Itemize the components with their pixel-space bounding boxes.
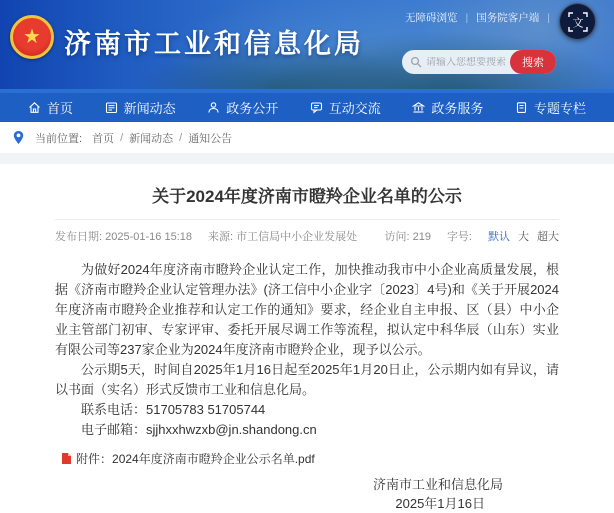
top-links-separator: |: [465, 11, 469, 24]
search-input[interactable]: [422, 57, 510, 68]
article-source: 来源: 市工信局中小企业发展处: [207, 231, 358, 243]
top-links-separator: |: [547, 11, 550, 24]
translate-glyph: 文: [572, 17, 583, 29]
contact-email: 电子邮箱：sjjhxxhwzxb@jn.shandong.cn: [81, 422, 317, 437]
attachment-link[interactable]: 2024年度济南市瞪羚企业公示名单.pdf: [112, 452, 315, 466]
translate-icon[interactable]: [559, 3, 596, 40]
breadcrumb-label: 当前位置:: [35, 132, 83, 145]
nav-item-disclosure[interactable]: [207, 98, 278, 117]
breadcrumb-item-notice[interactable]: 通知公告: [188, 132, 233, 145]
signature-date: 2025年1月16日: [395, 496, 485, 511]
breadcrumb-separator: /: [179, 131, 183, 144]
nav-item-label: 政务公开: [226, 101, 279, 116]
breadcrumb-separator: /: [120, 131, 124, 144]
nav-item-label: 新闻动态: [123, 101, 176, 116]
location-pin-icon: [12, 130, 25, 145]
paragraph: 公示期5天，时间自2025年1月16日起至2025年1月20日止，公示期内如有异议，请以书面（实名）形式反馈市工业和信息化局。: [55, 362, 559, 397]
fontsize-controls: [488, 228, 559, 244]
site-title: 济南市工业和信息化局: [64, 29, 364, 59]
site-banner: [0, 0, 614, 93]
interaction-icon: [310, 101, 323, 114]
services-icon: [412, 101, 425, 114]
breadcrumb-item-news[interactable]: 新闻动态: [129, 132, 174, 145]
main-nav: [0, 93, 614, 122]
top-link-state-council[interactable]: 国务院客户端: [476, 12, 540, 24]
fontsize-large-button[interactable]: 大: [518, 231, 529, 243]
nav-item-label: 专题专栏: [533, 101, 586, 116]
nav-item-label: 政务服务: [431, 101, 484, 116]
nav-item-interaction[interactable]: [310, 98, 381, 117]
nav-item-news[interactable]: [105, 98, 176, 117]
nav-item-label: 首页: [47, 101, 74, 116]
top-links: [405, 10, 550, 25]
contact-phone: 联系电话：51705783 51705744: [81, 402, 266, 417]
breadcrumb: [0, 122, 614, 153]
title-divider: [55, 219, 559, 220]
visit-count: 访问: 219: [384, 231, 431, 243]
topics-icon: [515, 101, 528, 114]
nav-item-home[interactable]: [28, 98, 73, 117]
fontsize-default-button[interactable]: 默认: [488, 231, 510, 243]
search-box: [402, 50, 556, 74]
signature-block: [55, 475, 531, 513]
nav-item-topics[interactable]: [515, 98, 586, 117]
article: [0, 164, 614, 513]
attachment-label: 附件：: [76, 452, 113, 466]
search-button[interactable]: 搜索: [510, 50, 556, 74]
page-title: 关于2024年度济南市瞪羚企业名单的公示: [152, 187, 462, 206]
disclosure-icon: [207, 101, 220, 114]
search-icon: [410, 56, 422, 68]
fontsize-xlarge-button[interactable]: 超大: [537, 231, 559, 243]
signature-org: 济南市工业和信息化局: [372, 477, 503, 492]
nav-item-services[interactable]: [412, 98, 483, 117]
article-body: [55, 260, 559, 440]
breadcrumb-item-home[interactable]: 首页: [92, 132, 115, 145]
home-icon: [28, 101, 41, 114]
nav-item-label: 互动交流: [328, 101, 381, 116]
top-link-accessibility[interactable]: 无障碍浏览: [405, 12, 458, 24]
pdf-file-icon: [61, 452, 72, 465]
publish-date: 发布日期: 2025-01-16 15:18: [55, 231, 192, 243]
news-icon: [105, 101, 118, 114]
paragraph: 为做好2024年度济南市瞪羚企业认定工作，加快推动我市中小企业高质量发展，根据《济南市瞪羚企业认定管理办法》(济工信中小企业字〔2023〕4号)和《关于开展2024年度济南市瞪羚企业推荐和认定工作的通知》要求，经企业自主申报、区（县）中小企业主管部门初审、专家评审、委托开展尽调工作等流程，拟认定中科华辰（山东）实业有限公司等237家企业为2024年度济南市瞪羚企业，现予以公示。: [55, 262, 559, 357]
national-emblem-logo: ★: [10, 15, 54, 59]
section-divider-band: [0, 153, 614, 164]
fontsize-label: 字号:: [446, 231, 472, 243]
article-meta: [55, 228, 559, 244]
attachment-row: [55, 450, 559, 467]
